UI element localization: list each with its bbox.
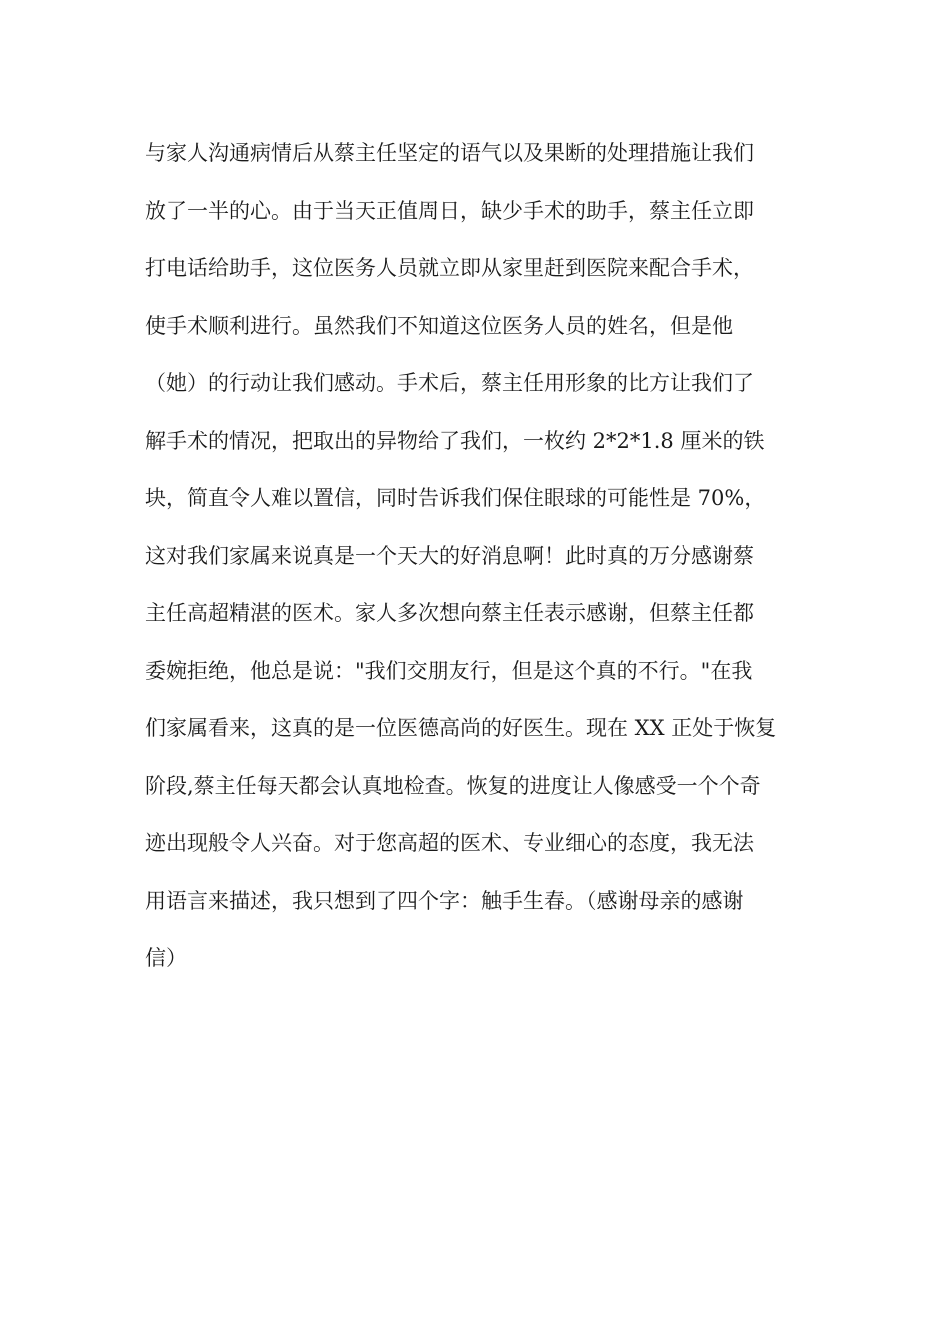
text-line: 块，简直令人难以置信，同时告诉我们保住眼球的可能性是 70%， xyxy=(145,486,766,510)
text-line: 阶段,蔡主任每天都会认真地检查。恢复的进度让人像感受一个个奇 xyxy=(145,773,761,798)
text-line: 使手术顺利进行。虽然我们不知道这位医务人员的姓名，但是他 xyxy=(145,313,733,338)
text-line: （她）的行动让我们感动。手术后，蔡主任用形象的比方让我们了 xyxy=(145,371,754,395)
text-line: 迹出现般令人兴奋。对于您高超的医术、专业细心的态度，我无法 xyxy=(145,831,754,855)
text-line: 主任高超精湛的医术。家人多次想向蔡主任表示感谢，但蔡主任都 xyxy=(145,601,754,625)
text-line: 解手术的情况，把取出的异物给了我们，一枚约 2*2*1.8 厘米的铁 xyxy=(145,428,765,453)
text-line: 打电话给助手，这位医务人员就立即从家里赶到医院来配合手术， xyxy=(145,256,754,280)
text-line: 这对我们家属来说真是一个天大的好消息啊！此时真的万分感谢蔡 xyxy=(145,543,754,568)
text-line: 委婉拒绝，他总是说："我们交朋友行，但是这个真的不行。"在我 xyxy=(145,658,753,683)
text-line: 与家人沟通病情后从蔡主任坚定的语气以及果断的处理措施让我们 xyxy=(145,141,754,165)
text-line: 们家属看来，这真的是一位医德高尚的好医生。现在 XX 正处于恢复 xyxy=(145,716,777,740)
text-line: 放了一半的心。由于当天正值周日，缺少手术的助手，蔡主任立即 xyxy=(145,198,754,223)
text-line: 信） xyxy=(145,946,187,970)
text-line: 用语言来描述，我只想到了四个字：触手生春。（感谢母亲的感谢 xyxy=(145,888,744,913)
letter-body xyxy=(145,131,825,994)
